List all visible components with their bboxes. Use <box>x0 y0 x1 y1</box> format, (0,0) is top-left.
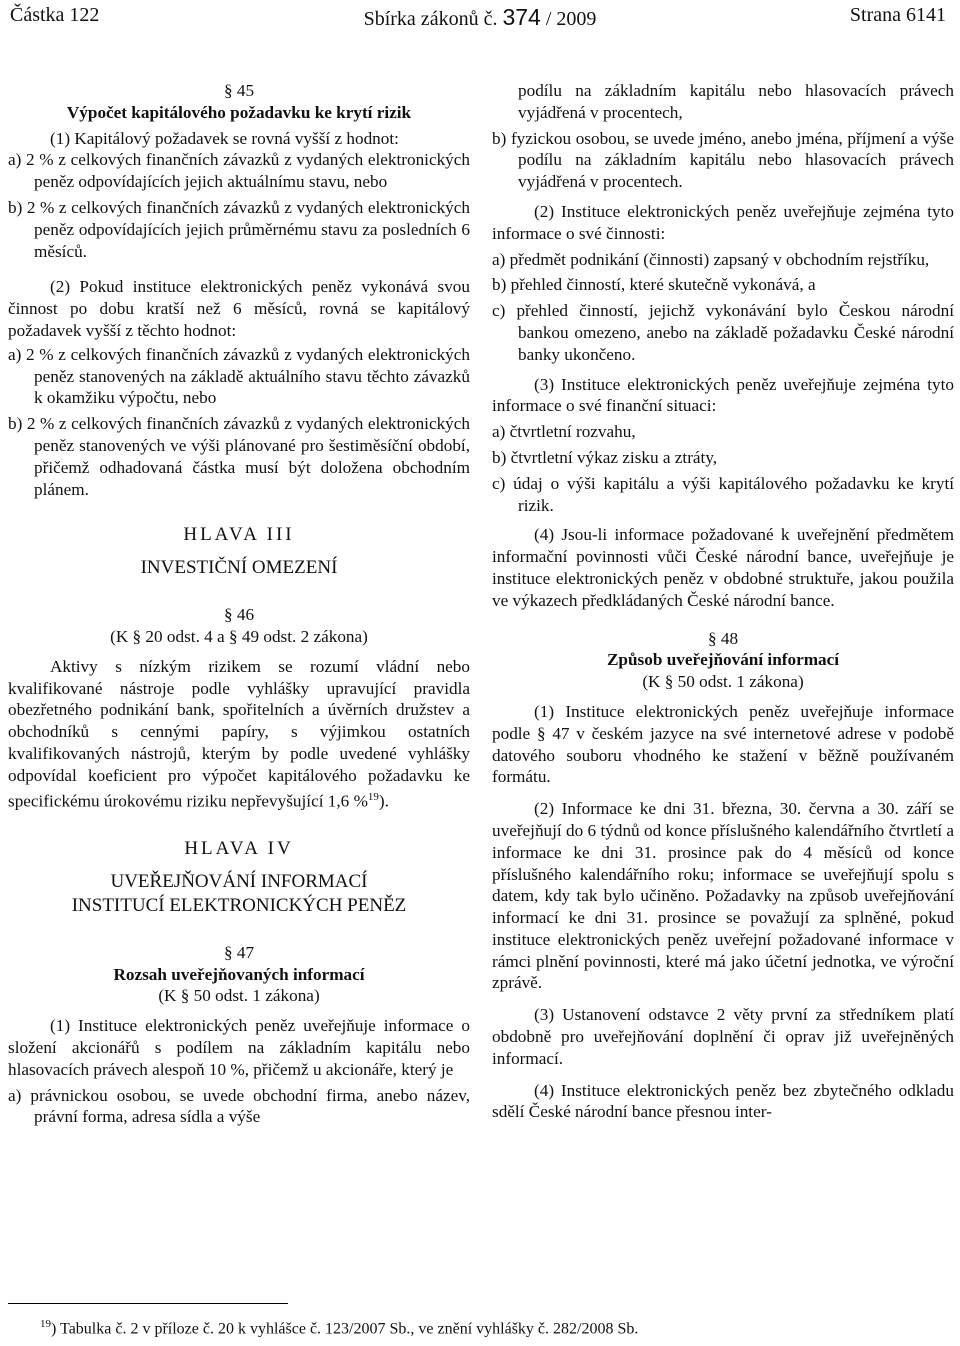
s45-paragraph-2: (2) Pokud instituce elektronických peněz vykonává svou činnost po dobu kratší než 6 měsíců, rovná se kapitálový požadavek vyšší z těchto hodnot: <box>8 277 470 340</box>
s47-p1-item-b: b) fyzickou osobou, se uvede jméno, anebo jména, příjmení a výše podílu na základním kapitálu nebo hlasovacích právech vyjádřená v procentech. <box>492 128 954 192</box>
footnote-ref[interactable]: 19 <box>367 790 379 803</box>
section-48-reference: (K § 50 odst. 1 zákona) <box>642 672 804 692</box>
footnote-divider <box>8 1303 288 1304</box>
s47-paragraph-1: (1) Instituce elektronických peněz uveřejňuje informace o složení akcionářů s podílem na základním kapitálu nebo hlasovacích právech alespoň 10 %, přičemž u akcionáře, který je <box>8 1016 470 1079</box>
s48-paragraph-3: (3) Ustanovení odstavce 2 věty první za středníkem platí obdobně pro uveřejňování doplnění či oprav již uveřejněných informací. <box>492 1005 954 1068</box>
s45-paragraph-1: (1) Kapitálový požadavek se rovná vyšší z hodnot: <box>50 128 399 148</box>
s46-end: ). <box>378 791 389 811</box>
page-header <box>0 4 960 32</box>
s47-p3-item-a: a) čtvrtletní rozvahu, <box>492 422 636 442</box>
part-3-heading: HLAVA III <box>183 524 295 546</box>
s45-p2-item-a: a) 2 % z celkových finančních závazků z vydaných elektronických peněz stanovených na základě aktuálního stavu těchto závazků k okamžiku výpočtu, nebo <box>8 344 470 408</box>
s47-p3-item-c: c) údaj o výši kapitálu a výši kapitálového požadavku ke krytí rizik. <box>492 473 954 515</box>
s46-text <box>8 656 470 812</box>
header-part: Částka 122 <box>10 4 100 26</box>
part-4-title-line-1: UVEŘEJŇOVÁNÍ INFORMACÍ <box>110 870 368 892</box>
s47-p2-item-c: c) přehled činností, jejichž vykonávání bylo Českou národní bankou omezeno, anebo na základě požadavku České národní banky ukončeno. <box>492 301 954 364</box>
section-47-title: Rozsah uveřejňovaných informací <box>113 964 365 984</box>
s48-paragraph-1: (1) Instituce elektronických peněz uveřejňuje informace podle § 47 v českém jazyce na své internetové adrese v podobě datového souboru vhodného ke stažení v běžně používaném formátu. <box>492 701 954 787</box>
section-47-number: § 47 <box>223 942 255 962</box>
section-46-number: § 46 <box>223 605 255 625</box>
header-page: Strana 6141 <box>849 4 946 26</box>
s46-body: Aktivy s nízkým rizikem se rozumí vládní nebo kvalifikované nástroje podle vyhlášky upravující pravidla obezřetného podnikání bank, spořitelních a úvěrních družstev a obchodníků s cennými papíry, s výjimkou ostatních kvalifikovaných nástrojů, kterým by podle uvedené vyhlášky odpovídal koeficient pro výpočet kapitálového požadavku ke specifickému úrokovému riziku nepřevyšující 1,6 % <box>8 656 470 811</box>
s48-paragraph-2: (2) Informace ke dni 31. března, 30. června a 30. září se uveřejňují do 6 týdnů od konce příslušného kalendářního čtvrtletí a informace ke dni 31. prosince pak do 4 měsíců od konce příslušného kalendářního roku; informace se uveřejňují spolu s datem, kdy tak bylo učiněno. Požadavky na způsob uveřejňování informací ke dni 31. prosince se považují za splněné, pokud instituce elektronických peněz uveřejní požadované informace v rámci plnění povinnosti, které má jako účetní jednotka, ve výroční zprávě. <box>492 799 954 993</box>
s45-p1-item-a: a) 2 % z celkových finančních závazků z vydaných elektronických peněz odpovídajících jejich aktuálnímu stavu, nebo <box>8 150 470 192</box>
s47-p1-item-a-continued: podílu na základním kapitálu nebo hlasovacích právech vyjádřená v procentech, <box>518 81 954 122</box>
s47-paragraph-4: (4) Jsou-li informace požadované k uveřejnění předmětem informační povinnosti vůči České národní bance, uveřejňuje je instituce elektronických peněz v obdobné struktuře, jakou použila ve výkazech předkládaných České národní bance. <box>492 525 954 610</box>
left-column <box>8 80 470 1132</box>
part-3-title: INVESTIČNÍ OMEZENÍ <box>140 557 338 579</box>
s45-p1-item-b: b) 2 % z celkových finančních závazků z vydaných elektronických peněz odpovídajících jejich průměrnému stavu za posledních 6 měsíců. <box>8 197 470 261</box>
header-collection-label: Sbírka zákonů č. <box>363 8 498 30</box>
header-collection <box>0 4 960 31</box>
s47-p3-item-b: b) čtvrtletní výkaz zisku a ztráty, <box>492 447 718 467</box>
s47-paragraph-3: (3) Instituce elektronických peněz uveřejňuje zejména tyto informace o své finanční situaci: <box>492 374 954 416</box>
section-46-reference: (K § 20 odst. 4 a § 49 odst. 2 zákona) <box>110 626 368 646</box>
s47-paragraph-2: (2) Instituce elektronických peněz uveřejňuje zejména tyto informace o své činnosti: <box>492 201 954 243</box>
section-45-title: Výpočet kapitálového požadavku ke krytí rizik <box>66 102 412 122</box>
s47-p2-item-b: b) přehled činností, které skutečně vykonává, a <box>492 275 816 295</box>
header-number: 374 <box>502 4 541 30</box>
part-4-title <box>8 870 470 918</box>
footnote <box>40 1318 638 1338</box>
section-48-number: § 48 <box>707 628 739 648</box>
s47-p1-item-a: a) právnickou osobou, se uvede obchodní firma, anebo název, právní forma, adresa sídla a výše <box>8 1085 470 1127</box>
part-4-title-line-2: INSTITUCÍ ELEKTRONICKÝCH PENĚZ <box>71 894 407 916</box>
header-year: / 2009 <box>545 8 597 30</box>
section-47-reference: (K § 50 odst. 1 zákona) <box>158 986 320 1006</box>
right-column <box>492 80 954 1133</box>
s47-p2-item-a: a) předmět podnikání (činnosti) zapsaný v obchodním rejstříku, <box>492 249 930 269</box>
section-45-number: § 45 <box>223 81 255 100</box>
s45-p2-item-b: b) 2 % z celkových finančních závazků z vydaných elektronických peněz stanovených ve výši plánované pro šestiměsíční období, přičemž odhadovaná částka musí být doložena obchodním plánem. <box>8 414 470 499</box>
footnote-text: ) Tabulka č. 2 v příloze č. 20 k vyhlášce č. 123/2007 Sb., ve znění vyhlášky č. 282/2008 Sb. <box>51 1320 639 1338</box>
section-48-title: Způsob uveřejňování informací <box>606 650 840 670</box>
part-4-heading: HLAVA IV <box>184 838 294 860</box>
footnote-mark: 19 <box>40 1318 51 1330</box>
s48-paragraph-4: (4) Instituce elektronických peněz bez zbytečného odkladu sdělí České národní bance přesnou inter- <box>492 1080 954 1122</box>
